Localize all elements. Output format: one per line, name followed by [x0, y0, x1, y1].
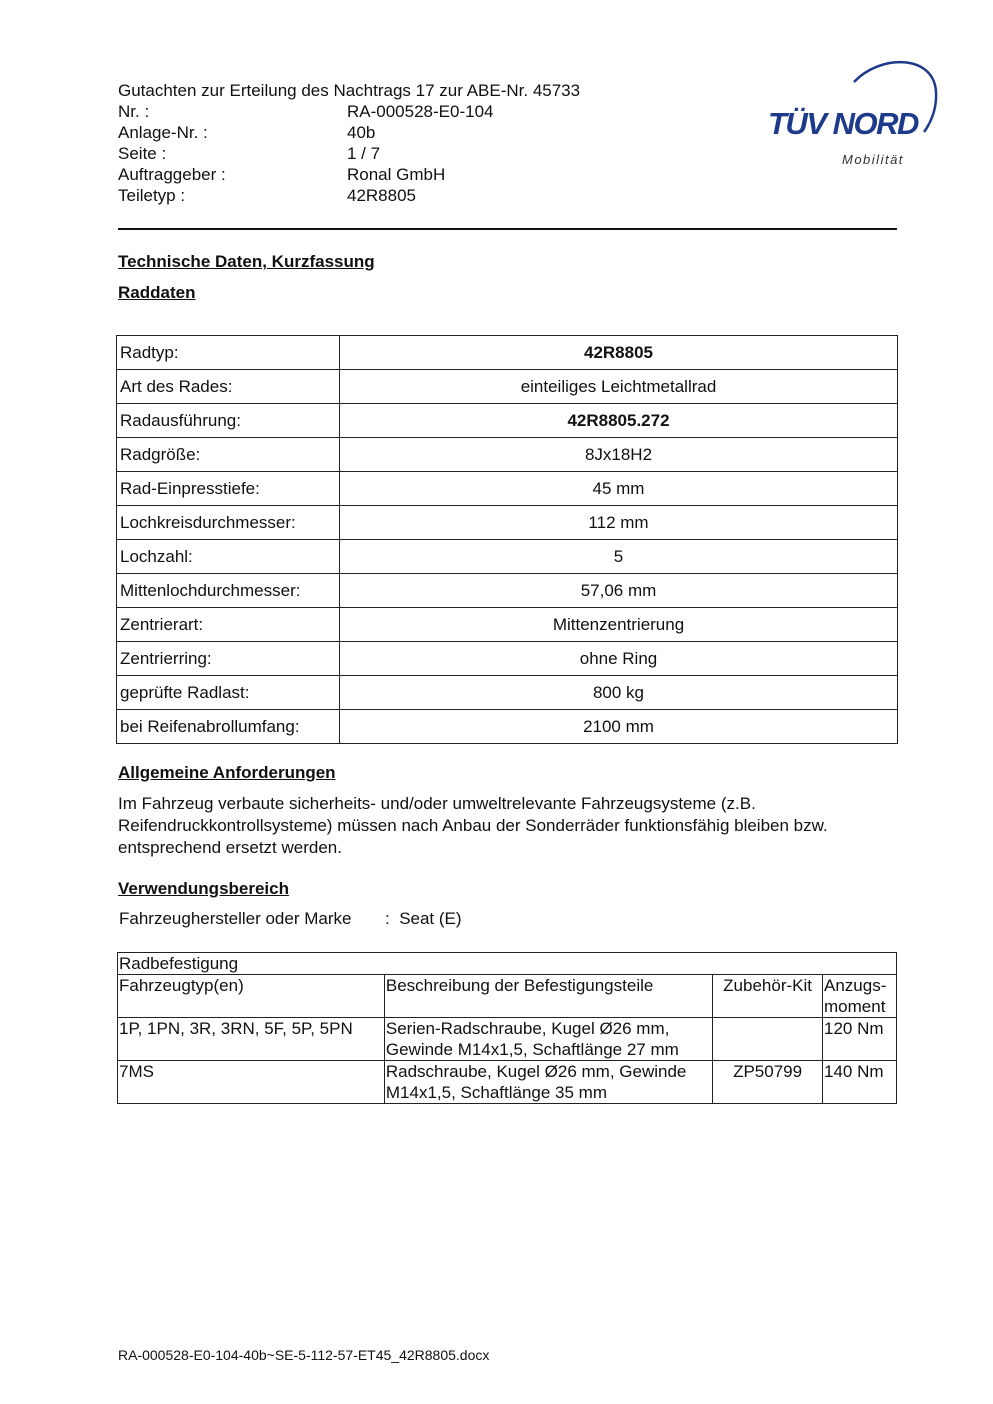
table-row [117, 336, 898, 370]
row-label: Zentrierring: [117, 642, 340, 676]
row-label: Lochkreisdurchmesser: [117, 506, 340, 540]
allgemein-paragraph: Im Fahrzeug verbaute sicherheits- und/oder umweltrelevante Fahrzeugsysteme (z.B. Reifendruckkontrollsysteme) müssen nach Anbau der Sonderräder funktionsfähig bleiben bzw. entsprechend ersetzt werden. [118, 794, 828, 857]
header-value: 42R8805 [347, 186, 417, 205]
row-value: ohne Ring [340, 642, 898, 676]
table-caption-row [118, 953, 897, 975]
row-label: Rad-Einpresstiefe: [117, 472, 340, 506]
header-value: Ronal GmbH [347, 165, 446, 184]
header-key: Anlage-Nr. : [118, 123, 208, 142]
row-label: Mittenlochdurchmesser: [117, 574, 340, 608]
table-row [117, 710, 898, 744]
column-header: Zubehör-Kit [713, 975, 823, 1018]
befestigung-table [117, 952, 897, 1104]
header-row-nr [118, 101, 638, 122]
row-label: Radtyp: [117, 336, 340, 370]
footer-filename: RA-000528-E0-104-40b~SE-5-112-57-ET45_42R8805.docx [118, 1347, 490, 1363]
column-header: Anzugs-moment [823, 975, 897, 1018]
table-row [117, 472, 898, 506]
table-row [118, 1018, 897, 1061]
cell-kit [713, 1018, 823, 1061]
table-row [118, 1061, 897, 1104]
row-value: 2100 mm [340, 710, 898, 744]
row-value: 8Jx18H2 [340, 438, 898, 472]
cell-types: 1P, 1PN, 3R, 3RN, 5F, 5P, 5PN [118, 1018, 385, 1061]
header-value: 40b [347, 123, 376, 142]
row-label: Art des Rades: [117, 370, 340, 404]
cell-desc: Radschraube, Kugel Ø26 mm, Gewinde M14x1,5, Schaftlänge 35 mm [384, 1061, 712, 1104]
row-value: 42R8805 [340, 336, 898, 370]
marke-separator: : [385, 909, 390, 928]
row-label: Zentrierart: [117, 608, 340, 642]
header-key: Teiletyp : [118, 186, 186, 205]
section-heading-allgemein: Allgemeine Anforderungen [118, 763, 336, 782]
row-label: Radgröße: [117, 438, 340, 472]
table-row [117, 370, 898, 404]
header-key: Seite : [118, 144, 167, 163]
header-value: RA-000528-E0-104 [347, 102, 494, 121]
table-row [117, 642, 898, 676]
row-value: einteiliges Leichtmetallrad [340, 370, 898, 404]
table-row [117, 540, 898, 574]
row-value: 800 kg [340, 676, 898, 710]
section-heading-tech: Technische Daten, Kurzfassung [118, 252, 375, 271]
row-value: 42R8805.272 [340, 404, 898, 438]
section-heading-verwendung: Verwendungsbereich [118, 879, 289, 898]
document-header [118, 80, 638, 206]
row-value: 112 mm [340, 506, 898, 540]
document-title: Gutachten zur Erteilung des Nachtrags 17 zur ABE-Nr. 45733 [118, 81, 581, 100]
header-row-seite [118, 143, 638, 164]
marke-label: Fahrzeughersteller oder Marke [119, 909, 352, 928]
logo-subtitle: Mobilität [842, 152, 904, 167]
table-row [117, 506, 898, 540]
row-value: Mittenzentrierung [340, 608, 898, 642]
table-caption: Radbefestigung [118, 953, 897, 975]
header-divider [118, 228, 897, 230]
logo-brand: TÜV NORD [768, 106, 918, 141]
row-label: Lochzahl: [117, 540, 340, 574]
table-row [117, 608, 898, 642]
table-row [117, 404, 898, 438]
cell-torque: 120 Nm [823, 1018, 897, 1061]
row-label: Radausführung: [117, 404, 340, 438]
column-header: Beschreibung der Befestigungsteile [384, 975, 712, 1018]
row-label: geprüfte Radlast: [117, 676, 340, 710]
tuv-nord-logo [762, 56, 942, 171]
header-row-anlage [118, 122, 638, 143]
raddaten-table [116, 335, 898, 744]
row-value: 57,06 mm [340, 574, 898, 608]
marke-line [119, 909, 462, 929]
cell-desc: Serien-Radschraube, Kugel Ø26 mm, Gewinde M14x1,5, Schaftlänge 27 mm [384, 1018, 712, 1061]
header-key: Nr. : [118, 102, 150, 121]
cell-kit: ZP50799 [713, 1061, 823, 1104]
header-value: 1 / 7 [347, 144, 381, 163]
table-row [117, 676, 898, 710]
table-row [117, 574, 898, 608]
row-value: 45 mm [340, 472, 898, 506]
row-label: bei Reifenabrollumfang: [117, 710, 340, 744]
row-value: 5 [340, 540, 898, 574]
cell-torque: 140 Nm [823, 1061, 897, 1104]
header-row-teiletyp [118, 185, 638, 206]
section-heading-raddaten: Raddaten [118, 283, 196, 302]
table-header-row [118, 975, 897, 1018]
marke-value: Seat (E) [399, 909, 462, 928]
header-row-auftraggeber [118, 164, 638, 185]
header-key: Auftraggeber : [118, 165, 226, 184]
table-row [117, 438, 898, 472]
cell-types: 7MS [118, 1061, 385, 1104]
column-header: Fahrzeugtyp(en) [118, 975, 385, 1018]
